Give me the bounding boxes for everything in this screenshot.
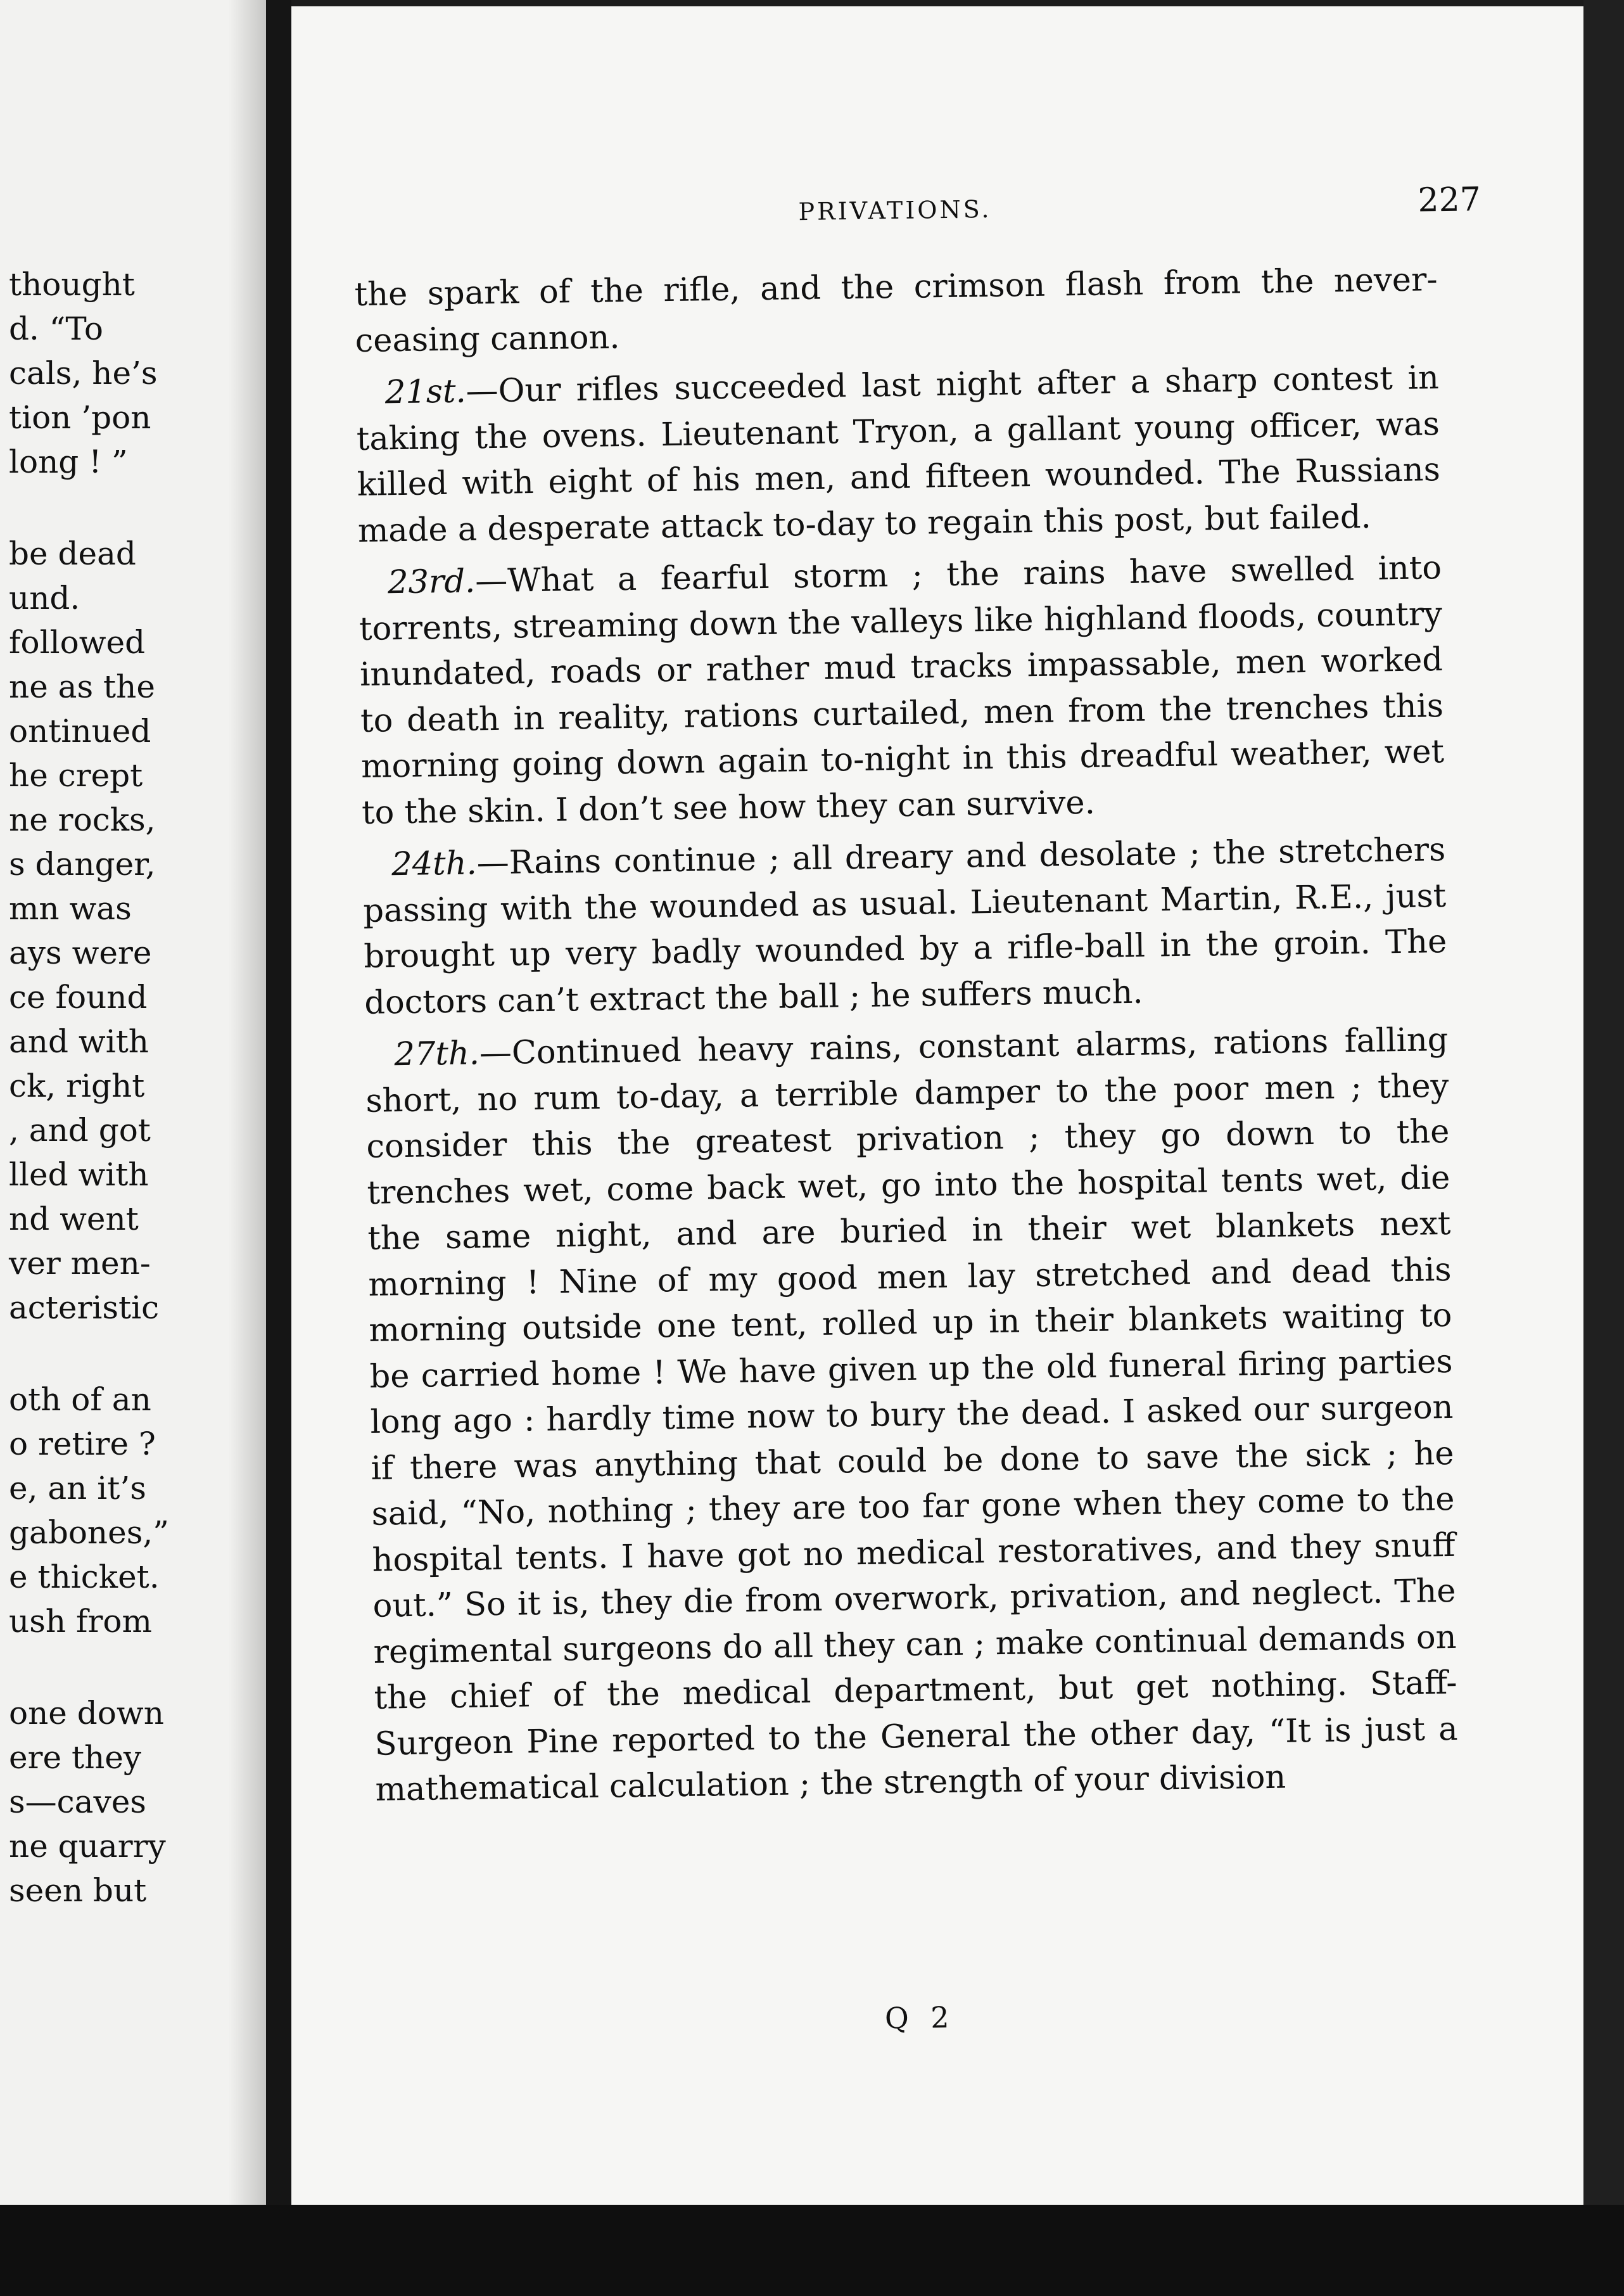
left-page-line: ck, right bbox=[9, 1068, 145, 1104]
left-page-line: , and got bbox=[9, 1112, 151, 1149]
left-page-line: und. bbox=[9, 580, 80, 616]
entry-text: —Our rifles succeeded last night after a sharp contest in taking the ovens. Lieutenant Tryon, a gallant young officer, was killed with eight of his men, and fifteen wounded. The Russians made a desperate attack to-day to regain this post, but failed. bbox=[356, 359, 1441, 550]
signature-mark: Q 2 bbox=[884, 2000, 956, 2036]
left-page-line: thought bbox=[9, 266, 135, 303]
left-page-line: he crept bbox=[9, 757, 143, 794]
right-page-edge bbox=[1583, 0, 1624, 2296]
running-head bbox=[353, 181, 1481, 241]
entry-text: —Continued heavy rains, constant alarms, rations falling short, no rum to-day, a terrible damper to the poor men ; they consider this the greatest privation ; they go down to the trenches wet, come back wet, go into the hospital tents wet, die the same night, and are buried in their wet blankets next morning ! Nine of my good men lay stretched and dead this morning outside one tent, rolled up in their blankets waiting to be carried home ! We have given up the old funeral firing parties long ago : hardly time now to bury the dead. I asked our surgeon if there was anything that could be done to save the sick ; he said, “No, nothing ; they are too far gone when they come to the hospital tents. I have got no medical restoratives, and they snuff out.” So it is, they die from overwork, privation, and neglect. The regimental surgeons do all they can ; make continual demands on the chief of the medical department, but get nothing. Staff-Surgeon Pine reported to the General the other day, “It is just a mathematical calculation ; the strength of your division bbox=[365, 1021, 1458, 1809]
left-page-line: ne quarry bbox=[9, 1828, 166, 1865]
left-page-line: ce found bbox=[9, 979, 148, 1016]
page-number: 227 bbox=[1418, 181, 1481, 220]
journal-paragraph bbox=[355, 355, 1441, 554]
left-page-line: ere they bbox=[9, 1739, 142, 1776]
running-title: PRIVATIONS. bbox=[798, 195, 992, 226]
left-page-line: s—caves bbox=[9, 1783, 146, 1820]
entry-text: the spark of the rifle, and the crimson flash from the never-ceasing cannon. bbox=[354, 261, 1438, 360]
left-page-line: be dead bbox=[9, 535, 136, 572]
left-page-line: ontinued bbox=[9, 713, 151, 749]
left-page-line: lled with bbox=[9, 1156, 149, 1193]
bottom-edge bbox=[0, 2205, 1624, 2296]
left-page-line: e thicket. bbox=[9, 1559, 160, 1595]
left-page-line: s danger, bbox=[9, 846, 156, 883]
entry-text: —Rains continue ; all dreary and desolate ; the stretchers passing with the wounded as usual. Lieutenant Martin, R.E., just brought up very badly wounded by a rifle-ball in the groin. The doctors can’t extract the ball ; he suffers much. bbox=[362, 831, 1447, 1022]
page-content bbox=[353, 181, 1481, 2036]
left-page-line: d. “To bbox=[9, 310, 103, 347]
book-gutter bbox=[266, 0, 291, 2296]
entry-date: 24th. bbox=[391, 845, 478, 884]
journal-paragraph bbox=[362, 827, 1448, 1026]
entry-date: 21st. bbox=[384, 373, 467, 412]
left-page-line: seen but bbox=[9, 1872, 147, 1909]
left-page-line: cals, he’s bbox=[9, 355, 158, 392]
left-page-line: nd went bbox=[9, 1201, 139, 1237]
left-page-line: ver men- bbox=[9, 1245, 151, 1282]
journal-paragraph bbox=[354, 257, 1438, 364]
left-page-line: and with bbox=[9, 1023, 149, 1060]
left-page-line: one down bbox=[9, 1695, 164, 1732]
left-page-line: gabones,” bbox=[9, 1514, 169, 1551]
left-page-line: long ! ” bbox=[9, 443, 128, 480]
left-page-line: mn was bbox=[9, 890, 132, 927]
journal-paragraph bbox=[358, 545, 1445, 836]
left-page-line: ush from bbox=[9, 1603, 152, 1640]
left-page bbox=[0, 0, 266, 2205]
left-page-line: tion ’pon bbox=[9, 399, 151, 436]
left-page-line: o retire ? bbox=[9, 1425, 156, 1462]
body-text bbox=[354, 257, 1459, 1813]
right-page bbox=[291, 6, 1583, 2205]
left-page-line: ays were bbox=[9, 934, 152, 971]
left-page-line: e, an it’s bbox=[9, 1470, 146, 1507]
left-page-line: oth of an bbox=[9, 1381, 151, 1418]
left-page-line: ne rocks, bbox=[9, 801, 156, 838]
entry-date: 27th. bbox=[394, 1035, 480, 1074]
left-page-line: followed bbox=[9, 624, 146, 661]
left-page-line: acteristic bbox=[9, 1289, 160, 1326]
left-page-shadow bbox=[228, 0, 266, 2205]
entry-date: 23rd. bbox=[387, 563, 476, 602]
entry-text: —What a fearful storm ; the rains have swelled into torrents, streaming down the valleys like highland floods, country inundated, roads or rather mud tracks impassable, men worked to death in reality, rations curtailed, men from the trenches this morning going down again to-night in this dreadful weather, wet to the skin. I don’t see how they can survive. bbox=[358, 549, 1445, 832]
left-page-line: ne as the bbox=[9, 668, 155, 705]
journal-paragraph bbox=[365, 1017, 1459, 1813]
